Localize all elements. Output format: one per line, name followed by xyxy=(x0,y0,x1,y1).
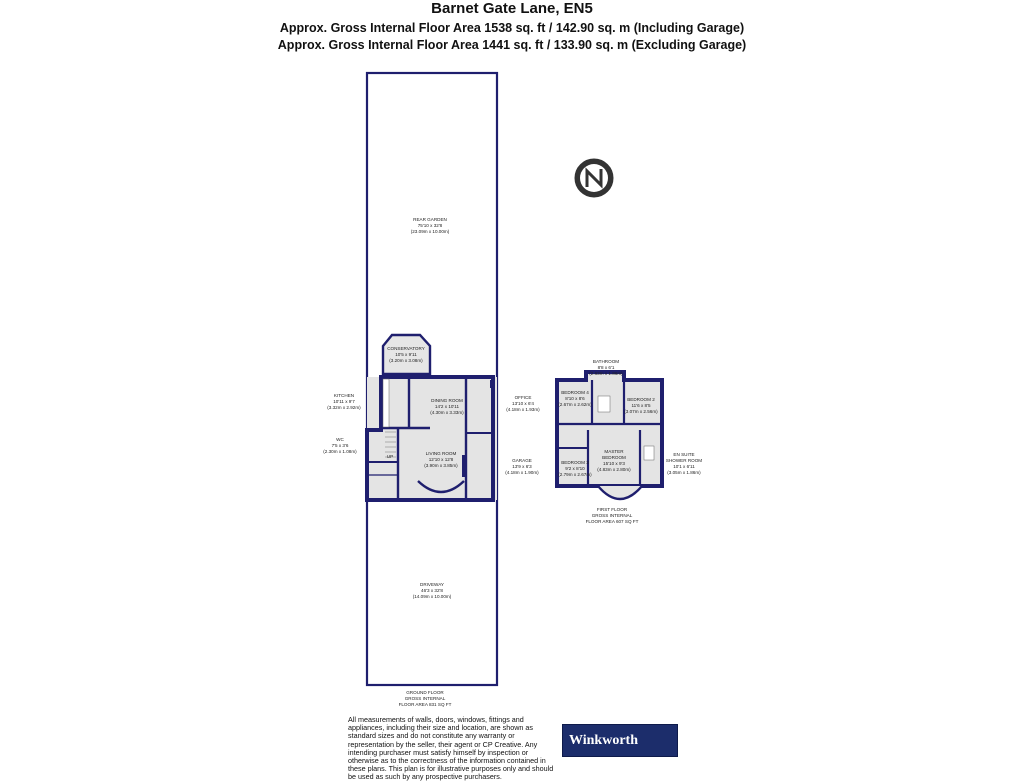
svg-text:SHOWER ROOM: SHOWER ROOM xyxy=(665,458,703,463)
svg-text:(14.09m x 10.00m): (14.09m x 10.00m) xyxy=(412,594,452,599)
svg-text:9'2 x 8'10: 9'2 x 8'10 xyxy=(565,466,585,471)
svg-text:(4.30m x 3.33m): (4.30m x 3.33m) xyxy=(430,410,464,415)
svg-text:MASTER: MASTER xyxy=(604,449,624,454)
svg-text:8'8 x 6'1: 8'8 x 6'1 xyxy=(597,365,615,370)
svg-text:WC: WC xyxy=(336,437,344,442)
svg-text:46'3 x 32'8: 46'3 x 32'8 xyxy=(421,588,443,593)
svg-text:FLOOR AREA 607 SQ FT: FLOOR AREA 607 SQ FT xyxy=(585,519,639,524)
svg-text:REAR GARDEN: REAR GARDEN xyxy=(413,217,447,222)
area-excluding-garage: Approx. Gross Internal Floor Area 1441 sq. ft / 133.90 sq. m (Excluding Garage) xyxy=(277,38,747,52)
svg-text:DINING ROOM: DINING ROOM xyxy=(431,398,463,403)
svg-text:BEDROOM 4: BEDROOM 4 xyxy=(561,390,589,395)
svg-text:CONSERVATORY: CONSERVATORY xyxy=(387,346,425,351)
svg-text:GROUND FLOOR: GROUND FLOOR xyxy=(406,690,444,695)
label-kitchen xyxy=(327,393,361,410)
svg-text:7'5 x 3'6: 7'5 x 3'6 xyxy=(331,443,349,448)
svg-text:(3.90m x 3.85m): (3.90m x 3.85m) xyxy=(424,463,458,468)
svg-text:13'9 x 6'3: 13'9 x 6'3 xyxy=(512,464,532,469)
svg-text:75'10 x 32'8: 75'10 x 32'8 xyxy=(417,223,443,228)
svg-text:(4.18m x 1.90m): (4.18m x 1.90m) xyxy=(505,470,539,475)
svg-text:KITCHEN: KITCHEN xyxy=(333,393,355,398)
svg-text:(4.18m x 1.93m): (4.18m x 1.93m) xyxy=(506,407,540,412)
svg-text:(3.05m x 1.86m): (3.05m x 1.86m) xyxy=(667,470,701,475)
disclaimer-text: All measurements of walls, doors, windows, fittings and appliances, including their size and location, are shown as standard sizes and do not constitute any warranty or representation by the seller, their agent or CP Creative. Any intending purchaser must satisfy himself by inspection or otherwise as to the correctness of the information contained in these plans. This plan is for illustrative purposes only and should be used as such by any prospective purchasers. xyxy=(348,715,554,782)
svg-text:10'1 x 6'11: 10'1 x 6'11 xyxy=(673,464,695,469)
svg-text:(23.09m x 10.00m): (23.09m x 10.00m) xyxy=(410,229,450,234)
area-including-garage: Approx. Gross Internal Floor Area 1538 sq. ft / 142.90 sq. m (Including Garage) xyxy=(279,21,745,35)
svg-text:(3.32m x 2.92m): (3.32m x 2.92m) xyxy=(327,405,361,410)
label-living-room xyxy=(424,451,458,468)
svg-text:BEDROOM: BEDROOM xyxy=(602,455,626,460)
svg-text:(3.07m x 2.56m): (3.07m x 2.56m) xyxy=(624,409,658,414)
svg-text:FLOOR AREA 831 SQ FT: FLOOR AREA 831 SQ FT xyxy=(398,702,452,707)
svg-text:8'10 x 8'6: 8'10 x 8'6 xyxy=(565,396,585,401)
stairs-up-label: UP xyxy=(386,454,394,459)
svg-text:10'5 x 9'11: 10'5 x 9'11 xyxy=(395,352,417,357)
label-wc xyxy=(323,437,357,454)
svg-text:BEDROOM 3: BEDROOM 3 xyxy=(561,460,589,465)
svg-text:GROSS INTERNAL: GROSS INTERNAL xyxy=(591,513,633,518)
svg-text:13'10 x 6'4: 13'10 x 6'4 xyxy=(512,401,534,406)
svg-text:(3.20m x 3.08m): (3.20m x 3.08m) xyxy=(389,358,423,363)
svg-text:OFFICE: OFFICE xyxy=(514,395,532,400)
svg-text:(2.63m x 1.86m): (2.63m x 1.86m) xyxy=(589,371,623,376)
svg-text:BATHROOM: BATHROOM xyxy=(592,359,620,364)
first-floor-area-label xyxy=(586,507,639,524)
svg-text:(2.79m x 2.67m): (2.79m x 2.67m) xyxy=(558,472,592,477)
label-garage xyxy=(505,458,539,475)
label-en-suite xyxy=(666,452,702,475)
svg-text:(2.30m x 1.08m): (2.30m x 1.08m) xyxy=(323,449,357,454)
svg-text:(4.83m x 2.80m): (4.83m x 2.80m) xyxy=(597,467,631,472)
winkworth-logo: Winkworth xyxy=(562,724,678,757)
svg-text:10'11 x 9'7: 10'11 x 9'7 xyxy=(333,399,355,404)
svg-text:BEDROOM 2: BEDROOM 2 xyxy=(627,397,655,402)
page-title: Barnet Gate Lane, EN5 xyxy=(431,0,593,17)
svg-text:12'10 x 12'8: 12'10 x 12'8 xyxy=(428,457,454,462)
svg-text:15'10 x 9'3: 15'10 x 9'3 xyxy=(603,461,625,466)
svg-text:14'2 x 10'11: 14'2 x 10'11 xyxy=(434,404,460,409)
label-office xyxy=(506,395,540,412)
svg-text:(2.67m x 2.62m): (2.67m x 2.62m) xyxy=(558,402,592,407)
svg-text:DRIVEWAY: DRIVEWAY xyxy=(420,582,444,587)
label-bathroom xyxy=(589,359,623,376)
svg-text:LIVING ROOM: LIVING ROOM xyxy=(425,451,457,456)
svg-text:EN SUITE: EN SUITE xyxy=(673,452,695,457)
svg-text:GARAGE: GARAGE xyxy=(512,458,532,463)
north-compass-icon xyxy=(575,159,613,197)
ground-floor-area-label xyxy=(399,690,452,707)
svg-text:11'6 x 8'5: 11'6 x 8'5 xyxy=(631,403,651,408)
svg-text:GROSS INTERNAL: GROSS INTERNAL xyxy=(404,696,446,701)
svg-text:FIRST FLOOR: FIRST FLOOR xyxy=(596,507,628,512)
